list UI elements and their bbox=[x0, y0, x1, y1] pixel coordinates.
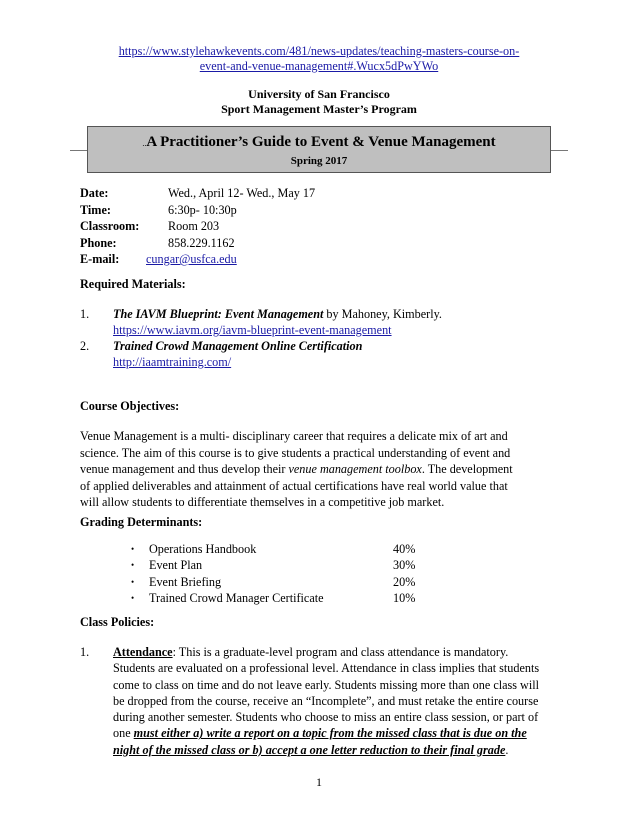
classroom-label: Classroom: bbox=[80, 219, 140, 233]
policy-body bbox=[113, 644, 562, 758]
grade-percent: 10% bbox=[393, 590, 416, 605]
grade-name: Operations Handbook bbox=[149, 542, 257, 556]
time-value: 6:30p- 10:30p bbox=[168, 202, 237, 217]
bullet-icon: • bbox=[131, 592, 135, 603]
material-title: Trained Crowd Management Online Certification bbox=[113, 339, 363, 353]
title-dots: .. bbox=[142, 139, 147, 148]
policy-term: Attendance bbox=[113, 645, 173, 659]
course-title-text: A Practitioner’s Guide to Event & Venue Management bbox=[146, 134, 496, 150]
title-rule-left bbox=[70, 150, 88, 151]
phone-value: 858.229.1162 bbox=[168, 235, 235, 250]
objectives-line: will allow students to differentiate themselves in a competitive job market. bbox=[80, 495, 445, 510]
policy-text: : This is a graduate-level program and class attendance is mandatory. bbox=[172, 645, 509, 659]
material-number: 1. bbox=[80, 307, 90, 321]
objectives-text: venue management and thus develop their bbox=[80, 462, 289, 477]
material-number: 2. bbox=[80, 339, 90, 353]
grade-name: Trained Crowd Manager Certificate bbox=[149, 590, 324, 605]
bullet-icon: • bbox=[131, 560, 135, 571]
material-item-1 bbox=[80, 306, 560, 338]
grade-name: Event Briefing bbox=[149, 574, 222, 589]
policy-emphasis: must either a) write a report on a topic from the missed class that is due on the bbox=[133, 726, 527, 741]
policy-line bbox=[113, 742, 562, 758]
attendance-policy bbox=[80, 644, 562, 758]
institution-block bbox=[80, 87, 558, 117]
policy-line bbox=[113, 644, 562, 660]
objectives-text: . The development bbox=[421, 462, 513, 477]
policy-line: be dropped from the course, receive an “Incomplete”, and must retake the entire course bbox=[113, 693, 539, 708]
grade-percent: 20% bbox=[393, 574, 416, 589]
source-url[interactable] bbox=[80, 44, 558, 74]
email-link[interactable]: cungar@usfca.edu bbox=[146, 252, 237, 266]
objectives-paragraph bbox=[80, 428, 562, 511]
title-rule-right bbox=[550, 150, 568, 151]
course-title bbox=[88, 134, 550, 151]
materials-list bbox=[80, 306, 560, 370]
policy-text: . bbox=[505, 742, 509, 757]
policy-line: come to class on time and do not leave early. Students missing more than one class will bbox=[113, 677, 540, 692]
time-label: Time: bbox=[80, 202, 111, 217]
material-author: by Mahoney, Kimberly. bbox=[323, 307, 442, 321]
material-link[interactable]: http://iaamtraining.com/ bbox=[113, 355, 232, 369]
material-link[interactable]: https://www.iavm.org/iavm-blueprint-event-management bbox=[113, 323, 392, 337]
grade-percent: 30% bbox=[393, 558, 416, 573]
policy-number: 1. bbox=[80, 645, 90, 659]
policy-line: Students are evaluated on a professional level. Attendance in class implies that students bbox=[113, 661, 540, 676]
policy-line bbox=[113, 725, 562, 741]
policy-text: one bbox=[113, 726, 134, 741]
date-value: Wed., April 12- Wed., May 17 bbox=[168, 186, 316, 200]
objectives-line: of applied deliverables and attainment of actual certifications have real world value that bbox=[80, 478, 508, 493]
objectives-line: science. The aim of this course is to give students a practical understanding of event and bbox=[80, 445, 511, 460]
objectives-emphasis: venue management toolbox bbox=[288, 462, 422, 477]
email-label: E-mail: bbox=[80, 252, 120, 266]
course-term: Spring 2017 bbox=[290, 155, 348, 167]
grade-percent: 40% bbox=[393, 542, 416, 556]
bullet-icon: • bbox=[131, 544, 135, 554]
source-url-line-1[interactable]: https://www.stylehawkevents.com/481/news-updates/teaching-masters-course-on- bbox=[118, 44, 520, 58]
grade-name: Event Plan bbox=[149, 558, 203, 573]
program-name: Sport Management Master’s Program bbox=[221, 102, 417, 116]
page-number: 1 bbox=[316, 775, 322, 789]
phone-label: Phone: bbox=[80, 235, 117, 250]
objectives-line bbox=[80, 461, 562, 478]
policy-emphasis: night of the missed class or b) accept a one letter reduction to their final grade bbox=[113, 742, 506, 757]
grading-heading: Grading Determinants: bbox=[80, 515, 203, 529]
date-label: Date: bbox=[80, 186, 109, 200]
policies-heading: Class Policies: bbox=[80, 615, 155, 629]
objectives-line: Venue Management is a multi- disciplinary career that requires a delicate mix of art and bbox=[80, 429, 508, 443]
policy-line: during another semester. Students who choose to miss an entire class session, or part of bbox=[113, 710, 539, 725]
university-name: University of San Francisco bbox=[248, 87, 390, 101]
bullet-icon: • bbox=[131, 576, 135, 587]
material-item-2 bbox=[80, 338, 560, 370]
course-title-box bbox=[87, 126, 551, 173]
objectives-heading: Course Objectives: bbox=[80, 399, 180, 413]
material-title: The IAVM Blueprint: Event Management bbox=[113, 307, 324, 321]
materials-heading: Required Materials: bbox=[80, 277, 186, 291]
classroom-value: Room 203 bbox=[168, 219, 220, 233]
source-url-line-2[interactable]: event-and-venue-management#.Wucx5dPwYWo bbox=[199, 59, 439, 73]
